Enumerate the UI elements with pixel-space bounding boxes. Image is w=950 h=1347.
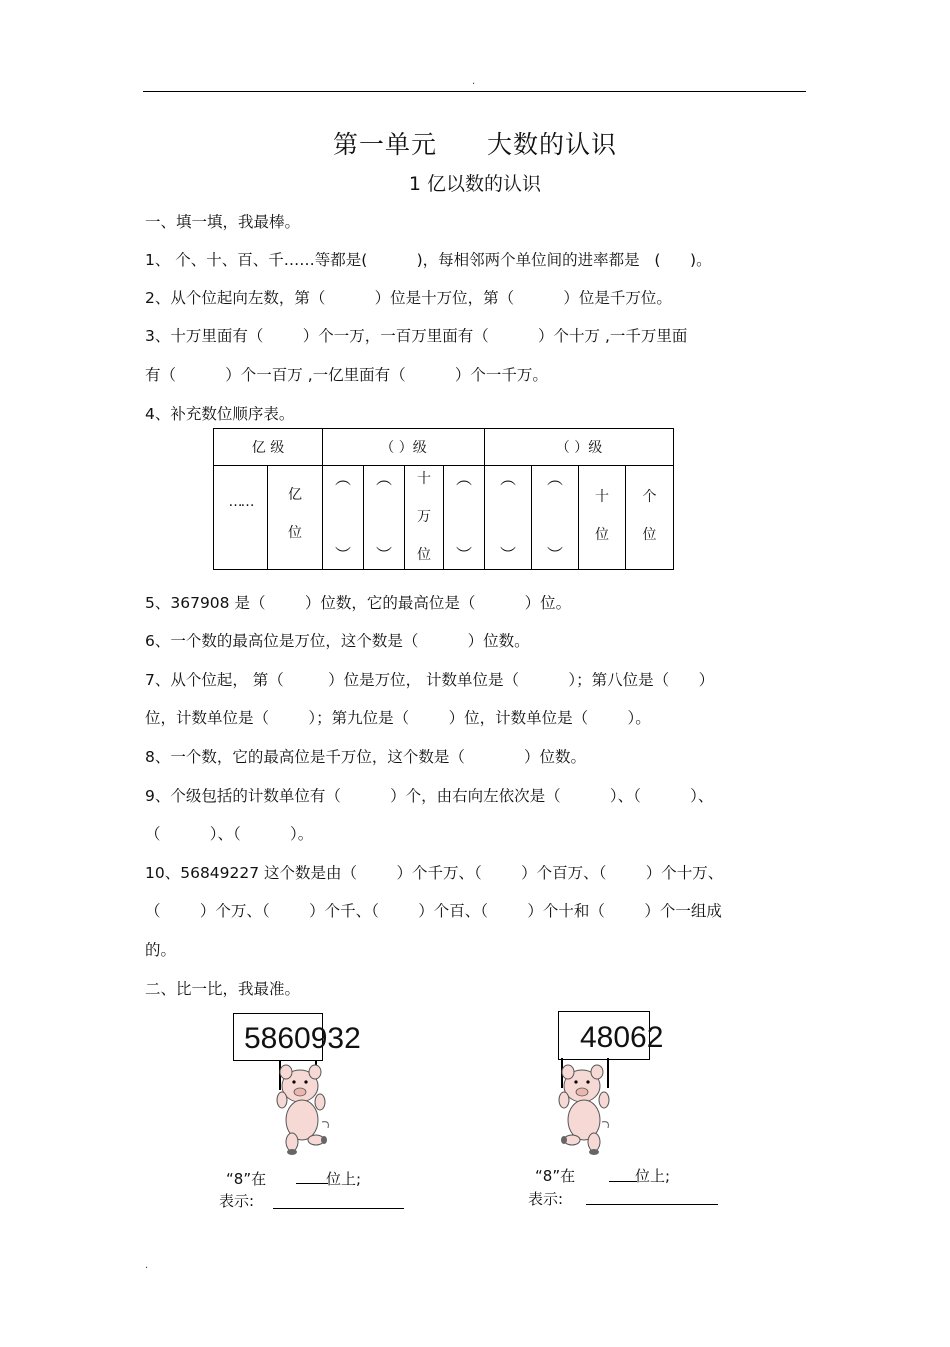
cell-blank-2: ︵ ︶ bbox=[363, 466, 405, 570]
cell-shi-wei: 十 位 bbox=[578, 466, 626, 570]
header-dot: . bbox=[472, 76, 476, 87]
question-6: 6、一个数的最高位是万位，这个数是（ ）位数。 bbox=[145, 632, 530, 650]
place-value-table bbox=[213, 428, 674, 570]
unit-label: 第一单元 bbox=[332, 130, 437, 159]
page-title bbox=[0, 125, 950, 161]
blank-position-2 bbox=[609, 1181, 637, 1182]
question-9-line-1: 9、个级包括的计数单位有（ ）个，由右向左依次是（ ）、（ ）、 bbox=[145, 787, 714, 805]
question-3-line-1: 3、十万里面有（ ）个一万，一百万里面有（ ）个十万 ,一千万里面 bbox=[145, 327, 688, 345]
question-3-line-2: 有（ ）个一百万 ,一亿里面有（ ）个一千万。 bbox=[145, 366, 548, 384]
cell-blank-5: ︵ ︶ bbox=[531, 466, 579, 570]
header-wan-level: （ ）级 bbox=[322, 428, 485, 466]
sign-number-2: 48062 bbox=[580, 1021, 664, 1054]
section-1-heading: 一、填一填，我最棒。 bbox=[145, 213, 301, 231]
cell-blank-4: ︵ ︶ bbox=[484, 466, 532, 570]
blank-position-1 bbox=[296, 1183, 328, 1184]
cell-shi-wan-wei: 十 万 位 bbox=[404, 466, 444, 570]
caption-position-2: “8”在 bbox=[535, 1167, 576, 1185]
caption-meaning-1: 表示: bbox=[219, 1192, 255, 1210]
pig-illustration-1 bbox=[270, 1060, 340, 1160]
cell-blank-3: ︵ ︶ bbox=[443, 466, 485, 570]
question-8: 8、一个数，它的最高位是千万位，这个数是（ ）位数。 bbox=[145, 748, 586, 766]
caption-meaning-2: 表示: bbox=[528, 1190, 564, 1208]
cell-yi-wei: 亿 位 bbox=[267, 466, 323, 570]
question-10-line-2: （ ）个万、（ ）个千、（ ）个百、（ ）个十和（ ）个一组成 bbox=[145, 902, 722, 920]
header-rule bbox=[143, 91, 806, 92]
header-yi-level: 亿 级 bbox=[213, 428, 323, 466]
question-4: 4、补充数位顺序表。 bbox=[145, 405, 295, 423]
question-10-line-3: 的。 bbox=[145, 941, 177, 959]
caption-position-suffix-2: 位上; bbox=[635, 1167, 671, 1185]
question-1: 1、 个、十、百、千……等都是( )，每相邻两个单位间的进率都是 ( )。 bbox=[145, 251, 712, 269]
section-2-heading: 二、比一比，我最准。 bbox=[145, 980, 301, 998]
lesson-title: 1 亿以数的认识 bbox=[408, 173, 542, 195]
question-9-line-2: （ ）、（ ）。 bbox=[145, 825, 314, 843]
blank-meaning-2 bbox=[586, 1204, 718, 1205]
cell-dots: …… bbox=[213, 466, 268, 570]
caption-position-1: “8”在 bbox=[226, 1170, 267, 1188]
question-5: 5、367908 是（ ）位数，它的最高位是（ ）位。 bbox=[145, 594, 572, 612]
cell-blank-1: ︵ ︶ bbox=[322, 466, 364, 570]
question-2: 2、从个位起向左数，第（ ）位是十万位，第（ ）位是千万位。 bbox=[145, 289, 672, 307]
unit-topic: 大数的认识 bbox=[487, 130, 618, 159]
pig-illustration-2 bbox=[552, 1058, 622, 1158]
question-10-line-1: 10、56849227 这个数是由（ ）个千万、（ ）个百万、（ ）个十万、 bbox=[145, 864, 724, 882]
question-7-line-2: 位，计数单位是（ ）；第九位是（ ）位，计数单位是（ ）。 bbox=[145, 709, 651, 727]
footer-dot: . bbox=[145, 1260, 149, 1271]
caption-position-suffix-1: 位上; bbox=[326, 1170, 362, 1188]
header-ge-level: （ ）级 bbox=[484, 428, 674, 466]
question-7-line-1: 7、从个位起， 第（ ）位是万位， 计数单位是（ ）；第八位是（ ） bbox=[145, 671, 715, 689]
sign-number-1: 5860932 bbox=[244, 1022, 361, 1055]
cell-ge-wei: 个 位 bbox=[625, 466, 674, 570]
blank-meaning-1 bbox=[273, 1208, 404, 1209]
